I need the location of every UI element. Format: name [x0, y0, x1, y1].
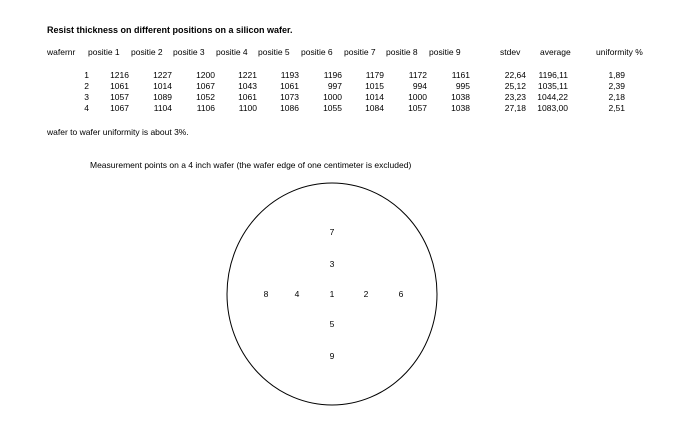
table-cell: 1067: [196, 81, 215, 91]
column-header: positie 7: [344, 47, 376, 57]
column-header: positie 8: [386, 47, 418, 57]
table-cell: 1196: [323, 70, 342, 80]
column-header: positie 2: [131, 47, 163, 57]
table-cell: 22,64: [504, 70, 526, 80]
table-cell: 1038: [451, 103, 470, 113]
table-cell: 1061: [110, 81, 129, 91]
table-cell: 1161: [451, 70, 470, 80]
column-header: stdev: [500, 47, 521, 57]
table-cell: 995: [455, 81, 470, 91]
table-cell: 1216: [110, 70, 129, 80]
measurement-point-2: 2: [363, 289, 369, 299]
document-title: Resist thickness on different positions on a silicon wafer.: [47, 25, 293, 35]
table-cell: 23,23: [504, 92, 526, 102]
column-header: positie 3: [173, 47, 205, 57]
table-cell: 1196,11: [538, 70, 568, 80]
table-cell: 1227: [153, 70, 172, 80]
table-cell: 4: [84, 103, 89, 113]
table-cell: 1052: [196, 92, 215, 102]
measurement-point-7: 7: [329, 227, 335, 237]
column-header: positie 6: [301, 47, 333, 57]
measurement-point-3: 3: [329, 259, 335, 269]
table-cell: 3: [84, 92, 89, 102]
table-cell: 1073: [280, 92, 299, 102]
table-cell: 994: [412, 81, 427, 91]
column-header: positie 5: [258, 47, 290, 57]
table-cell: 1089: [153, 92, 172, 102]
diagram-caption: Measurement points on a 4 inch wafer (the wafer edge of one centimeter is excluded): [90, 160, 412, 170]
measurement-point-8: 8: [263, 289, 269, 299]
table-cell: 2,18: [608, 92, 625, 102]
column-header: positie 4: [216, 47, 248, 57]
table-cell: 1057: [408, 103, 427, 113]
measurement-point-1: 1: [329, 289, 335, 299]
table-cell: 997: [327, 81, 342, 91]
column-header: wafernr: [47, 47, 76, 57]
measurement-point-6: 6: [398, 289, 404, 299]
table-cell: 1043: [238, 81, 257, 91]
table-cell: 1193: [280, 70, 299, 80]
table-cell: 1: [84, 70, 89, 80]
table-cell: 1100: [238, 103, 257, 113]
table-cell: 1067: [110, 103, 129, 113]
table-cell: 1014: [365, 92, 384, 102]
table-cell: 25,12: [504, 81, 526, 91]
measurement-point-4: 4: [294, 289, 300, 299]
column-header: positie 1: [88, 47, 120, 57]
table-cell: 1083,00: [537, 103, 568, 113]
table-cell: 1061: [280, 81, 299, 91]
table-cell: 1200: [196, 70, 215, 80]
table-cell: 1000: [323, 92, 342, 102]
table-cell: 1038: [451, 92, 470, 102]
table-cell: 1221: [238, 70, 257, 80]
table-cell: 1084: [365, 103, 384, 113]
table-cell: 1057: [110, 92, 129, 102]
table-cell: 1,89: [608, 70, 625, 80]
measurement-point-9: 9: [329, 351, 335, 361]
table-cell: 1106: [196, 103, 215, 113]
uniformity-note: wafer to wafer uniformity is about 3%.: [47, 127, 189, 137]
table-cell: 1000: [408, 92, 427, 102]
table-cell: 2: [84, 81, 89, 91]
column-header: average: [540, 47, 571, 57]
table-cell: 1104: [153, 103, 172, 113]
column-header: positie 9: [429, 47, 461, 57]
measurement-point-5: 5: [329, 319, 335, 329]
table-cell: 1035,11: [537, 81, 568, 91]
table-cell: 2,39: [608, 81, 625, 91]
table-cell: 1172: [408, 70, 427, 80]
table-cell: 1061: [238, 92, 257, 102]
table-cell: 1086: [280, 103, 299, 113]
column-header: uniformity %: [596, 47, 643, 57]
table-cell: 27,18: [504, 103, 526, 113]
table-cell: 1179: [365, 70, 384, 80]
table-cell: 1044,22: [537, 92, 568, 102]
table-cell: 2,51: [608, 103, 625, 113]
table-cell: 1014: [153, 81, 172, 91]
table-cell: 1055: [323, 103, 342, 113]
table-cell: 1015: [365, 81, 384, 91]
